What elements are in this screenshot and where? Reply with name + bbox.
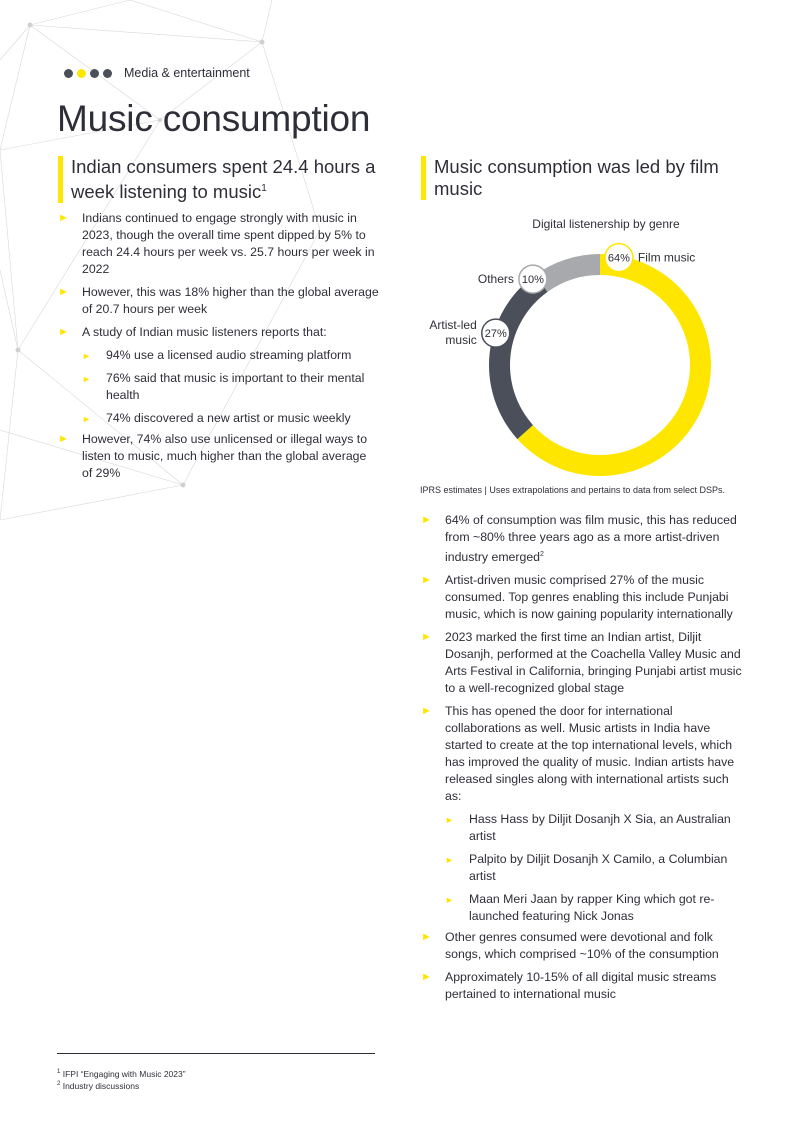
footnote: $^2$ Industry discussions [57, 1080, 140, 1091]
sub-bullet-list [445, 811, 745, 925]
footnotes [57, 1067, 186, 1091]
data-label: 27% [484, 328, 507, 341]
right-heading-text: Music consumption was led by film music [434, 156, 719, 199]
left-heading [58, 156, 388, 203]
chart-title: Digital listenership by genre [532, 217, 680, 231]
list-item: ► However, this was 18% higher than the global average of 20.7 hours per week [58, 285, 379, 316]
bullet-arrow-icon: ► [58, 286, 69, 298]
sub-list-item: ► 94% use a licensed audio streaming platform [82, 348, 352, 362]
page-title: Music consumption [57, 98, 371, 139]
donut-slice-artist-led-music [489, 275, 548, 439]
chart-source: IPRS estimates | Uses extrapolations and pertains to data from select DSPs. [420, 485, 725, 495]
list-item: ► This has opened the door for international collaborations as well. Music artists in India have started to create at the top international levels, which has improved the quality of music. Indian artists have released singles along with international artists such as: ► Hass Hass by Diljit Dosanjh X Sia, an Australian artist ► Palpito by Diljit Dosanjh X Camilo, a Columbian artist ► Maan Meri Jaan by rapper King which got re-launched featuring Nick Jonas [421, 703, 745, 925]
sub-bullet-arrow-icon: ► [445, 855, 454, 866]
bullet-arrow-icon: ► [58, 433, 69, 445]
heading-accent-bar [58, 156, 63, 203]
list-item: ► 64% of consumption was film music, this has reduced from ~80% three years ago as a more artist-driven industry emerged$^2$ [421, 513, 737, 565]
sub-bullet-arrow-icon: ► [445, 895, 454, 906]
section-label: Media & entertainment [124, 66, 250, 80]
data-label: 64% [607, 252, 630, 265]
right-heading [421, 156, 751, 200]
sub-list-item: ► Maan Meri Jaan by rapper King which got re-launched featuring Nick Jonas [445, 892, 715, 924]
list-item: ► Artist-driven music comprised 27% of the music consumed. Top genres enabling this include Punjabi music, which is now gaining popularity internationally [421, 573, 733, 622]
donut-chart [420, 235, 792, 480]
sub-list-item: ► 76% said that music is important to their mental health [82, 371, 365, 402]
nav-dot-icon [103, 69, 112, 78]
footnote-divider [57, 1053, 375, 1054]
bullet-arrow-icon: ► [421, 631, 432, 644]
bullet-arrow-icon: ► [58, 212, 69, 224]
list-item: ► A study of Indian music listeners reports that: ► 94% use a licensed audio streaming platform ► 76% said that music is important to their mental health ► 74% discovered a new artist or music weekly [58, 324, 380, 427]
list-item: ► Indians continued to engage strongly with music in 2023, though the overall time spent dipped by 5% to reach 24.4 hours per week vs. 25.7 hours per week in 2022 [58, 211, 375, 276]
heading-accent-bar [421, 156, 426, 200]
list-item: ► 2023 marked the first time an Indian artist, Diljit Dosanjh, performed at the Coachella Valley Music and Arts Festival in California, bringing Punjabi artist music to a well-recognized global stage [421, 630, 742, 696]
footnote-ref: 2 [540, 551, 544, 558]
left-heading-text: Indian consumers spent 24.4 hours a week listening to music [71, 156, 376, 203]
category-label: Others [477, 272, 514, 287]
sub-list-item: ► Hass Hass by Diljit Dosanjh X Sia, an Australian artist [445, 812, 731, 844]
section-tag [64, 66, 250, 80]
sub-bullet-arrow-icon: ► [82, 414, 91, 424]
list-item: ► Approximately 10-15% of all digital music streams pertained to international music [421, 970, 717, 1002]
sub-bullet-arrow-icon: ► [82, 351, 91, 361]
bullet-arrow-icon: ► [421, 971, 432, 984]
bullet-arrow-icon: ► [421, 574, 432, 587]
category-label: music [445, 333, 477, 348]
sub-bullet-list [82, 347, 380, 427]
bullet-arrow-icon: ► [421, 514, 432, 526]
category-label: Film music [637, 250, 696, 265]
bullet-arrow-icon: ► [421, 705, 432, 718]
footnote: $^1$ IFPI “Engaging with Music 2023” [57, 1068, 186, 1079]
footnote-ref: 1 [261, 183, 267, 194]
left-bullet-list [58, 210, 380, 488]
category-label: Artist-led [429, 318, 477, 333]
sub-bullet-arrow-icon: ► [82, 374, 91, 384]
list-item: ► Other genres consumed were devotional and folk songs, which comprised ~10% of the consumption [421, 930, 719, 962]
right-bullet-list [421, 512, 745, 1009]
nav-dot-icon [64, 69, 73, 78]
sub-bullet-arrow-icon: ► [445, 815, 454, 826]
sub-list-item: ► Palpito by Diljit Dosanjh X Camilo, a Columbian artist [445, 852, 728, 884]
sub-list-item: ► 74% discovered a new artist or music weekly [82, 411, 351, 425]
data-label: 10% [521, 274, 544, 287]
bullet-arrow-icon: ► [58, 326, 69, 338]
list-item: ► However, 74% also use unlicensed or illegal ways to listen to music, much higher than the global average of 29% [58, 432, 368, 480]
bullet-arrow-icon: ► [421, 931, 432, 944]
nav-dot-active-icon [77, 69, 86, 78]
nav-dot-icon [90, 69, 99, 78]
